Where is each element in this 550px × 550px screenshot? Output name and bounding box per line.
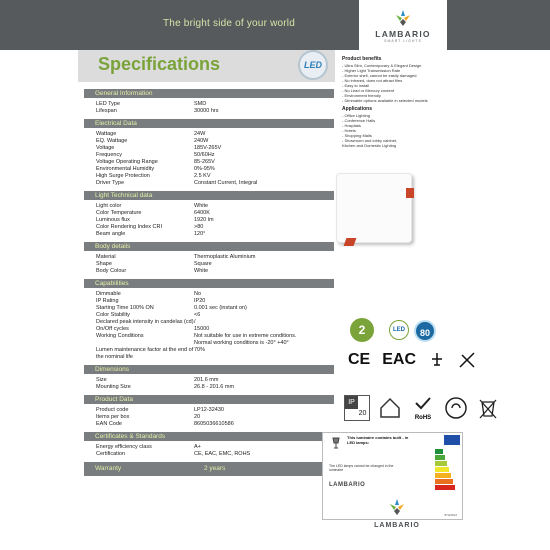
spec-value: <6 <box>194 312 201 318</box>
energy-label-brand: LAMBARIO <box>329 482 366 488</box>
lambario-logo-icon <box>392 8 414 28</box>
list-item: - Hospitals <box>342 123 361 128</box>
spec-value: 2.5 KV <box>194 173 211 179</box>
spec-row <box>84 305 334 312</box>
spec-key <box>84 340 194 347</box>
spec-key: Declared peak intensity in candelas (cd) <box>96 319 194 325</box>
rohs-label: RoHS <box>414 414 432 421</box>
spec-key: Size <box>96 377 107 383</box>
applications-title: Applications <box>342 106 373 112</box>
spec-row <box>84 333 334 340</box>
list-item: - Exterior shell, cannot be easily damaged <box>342 73 417 78</box>
spec-row <box>84 166 334 173</box>
brand-name: LAMBARIO <box>375 29 431 39</box>
spec-value: 24W <box>194 131 206 137</box>
footer-logo <box>367 497 427 529</box>
ip-label: IP <box>345 396 358 409</box>
section-header: Certificates & Standards <box>84 432 334 441</box>
spec-key: Starting Time 100% ON <box>96 305 154 311</box>
led-badge: LED <box>298 50 328 80</box>
spec-key: Items per box <box>96 414 130 420</box>
spec-row <box>84 268 334 275</box>
lamp-icon <box>331 437 341 449</box>
spec-key: High Surge Protection <box>96 173 150 179</box>
spec-row <box>84 414 334 421</box>
indoor-use-icon <box>378 396 402 420</box>
spec-value <box>194 354 334 361</box>
spec-value: CE, EAC, EMC, ROHS <box>194 451 251 457</box>
spec-value: 50/60Hz <box>194 152 215 158</box>
ip-rating-icon <box>344 395 370 421</box>
spec-value: 185V-265V <box>194 145 222 151</box>
eac-mark-icon: EAC <box>382 351 417 368</box>
section-header: Body details <box>84 242 334 251</box>
spec-value: LP12-32430 <box>194 407 224 413</box>
spec-sections <box>84 89 334 462</box>
spec-key: Voltage <box>96 145 115 151</box>
spec-value: 30000 hrs <box>194 108 219 114</box>
spec-row <box>84 180 334 187</box>
spec-key: Certification <box>96 451 126 457</box>
spec-key: Environmental Humidity <box>96 166 155 172</box>
spec-row <box>84 108 334 115</box>
spec-value: Square <box>194 261 212 267</box>
spec-key: Frequency <box>96 152 122 158</box>
list-item: - Showroom and lobby cabinet, <box>342 138 398 143</box>
spec-key: Color Temperature <box>96 210 142 216</box>
benefits-list <box>342 63 542 103</box>
spec-key: EQ. Wattage <box>96 138 128 144</box>
spec-key: Wattage <box>96 131 117 137</box>
spec-value: White <box>194 268 209 274</box>
benefits-panel <box>342 56 542 148</box>
spec-value: 1920 lm <box>194 217 214 223</box>
spec-value: Normal working conditions is -20° +40° <box>194 340 289 346</box>
energy-label-note: The LED lamps cannot be changed in the luminaire <box>329 464 394 472</box>
energy-class-bar <box>435 485 455 490</box>
energy-class-bar <box>435 455 445 460</box>
spec-value: No <box>194 291 202 297</box>
spec-row <box>84 101 334 108</box>
list-item: - Conference Halls <box>342 118 376 123</box>
compliance-icons <box>344 395 500 421</box>
spec-row <box>84 451 334 458</box>
spec-row <box>84 261 334 268</box>
list-item: - Ultra Slim, Contemporary & Elegant Design <box>342 63 422 68</box>
spec-key: Voltage Operating Range <box>96 159 158 165</box>
eu-flag-icon <box>444 435 460 445</box>
spec-key: Lifespan <box>96 108 117 114</box>
spec-row <box>84 145 334 152</box>
warranty-value: 2 years <box>204 465 226 472</box>
mounting-clip <box>406 188 414 198</box>
spec-table <box>84 89 334 476</box>
list-item: - Office Lighting <box>342 113 370 118</box>
rohs-icon <box>410 396 436 421</box>
ip-value: 20 <box>358 410 367 417</box>
list-item: - Shopping Malls <box>342 133 372 138</box>
recycling-icon <box>444 396 468 420</box>
spec-row <box>84 340 334 347</box>
brand-subtitle: SMART LIGHTS <box>384 39 422 43</box>
spec-key: Energy efficiency class <box>96 444 152 450</box>
spec-value: 70% <box>194 347 206 353</box>
spec-key: Lumen maintenance factor at the end of <box>96 347 194 353</box>
section-header: Product Data <box>84 395 334 404</box>
spec-value: 201.6 mm <box>194 377 219 383</box>
spec-row <box>84 377 334 384</box>
section-header: Capabilities <box>84 279 334 288</box>
spec-row <box>84 319 334 326</box>
spec-row <box>84 210 334 217</box>
list-item: - Dimmable options available in selected models <box>342 98 428 103</box>
spec-key: the nominal life <box>96 354 133 360</box>
spec-key: Light color <box>96 203 122 209</box>
spec-row <box>84 421 334 428</box>
energy-class-bars <box>435 449 455 491</box>
spec-value: 8605036610586 <box>194 421 234 427</box>
spec-key: Material <box>96 254 116 260</box>
energy-class-bar <box>435 461 447 466</box>
spec-row <box>84 326 334 333</box>
page-title: Specifications <box>98 54 221 74</box>
benefits-title: Product benefits <box>342 56 382 62</box>
spec-row <box>84 224 334 231</box>
list-item: - Hotels <box>342 128 356 133</box>
spec-key: Body Colour <box>96 268 127 274</box>
spec-row <box>84 203 334 210</box>
warranty-years-icon: 2 <box>350 318 374 342</box>
energy-class-bar <box>435 473 451 478</box>
checkmark-icon <box>414 396 432 410</box>
section-header: General Information <box>84 89 334 98</box>
energy-label-date: 874/2012 <box>444 513 457 517</box>
class-ii-icon <box>428 351 446 369</box>
list-item: - Higher Light Transmission Rate <box>342 68 401 73</box>
spec-key: Color Rendering Index CRI <box>96 224 163 230</box>
section-header: Dimensions <box>84 365 334 374</box>
energy-label-text: This luminaire contains built - in LED lamps: <box>347 435 409 445</box>
spec-row <box>84 291 334 298</box>
spec-row <box>84 231 334 238</box>
spec-row <box>84 384 334 391</box>
spec-key: Driver Type <box>96 180 125 186</box>
spec-row <box>84 217 334 224</box>
spec-value: Constant Current, Integral <box>194 180 258 186</box>
spec-key: LED Type <box>96 101 121 107</box>
spec-value: 85-265V <box>194 159 215 165</box>
spec-value: 240W <box>194 138 209 144</box>
spec-value: 20 <box>194 414 201 420</box>
spec-value: 15000 <box>194 326 210 332</box>
spec-value: SMD <box>194 101 207 107</box>
weee-bin-icon <box>476 396 500 420</box>
spec-row <box>84 254 334 261</box>
list-item: - Environment friendly <box>342 93 381 98</box>
spec-row <box>84 354 334 361</box>
spec-value: White <box>194 203 209 209</box>
spec-row <box>84 159 334 166</box>
spec-value: 26.8 - 201.6 mm <box>194 384 235 390</box>
list-item: Kitchen and Domestic Lighting <box>342 143 397 148</box>
mounting-clip <box>344 238 357 246</box>
spec-key: Shape <box>96 261 112 267</box>
energy-class-bar <box>435 479 453 484</box>
spec-key: Product code <box>96 407 129 413</box>
led-icon: LED <box>389 320 409 340</box>
list-item: - No infrared, does not attract flies <box>342 78 403 83</box>
energy-class-bar <box>435 467 449 472</box>
lambario-logo-icon <box>386 497 408 517</box>
spec-value: 0.001 sec (instant on) <box>194 305 247 311</box>
spec-row <box>84 173 334 180</box>
spec-row <box>84 138 334 145</box>
spec-key: IP Rating <box>96 298 119 304</box>
spec-key: Mounting Size <box>96 384 131 390</box>
spec-value: / <box>194 319 196 325</box>
spec-value: 120° <box>194 231 206 237</box>
panel-face <box>336 173 412 243</box>
warranty-label: Warranty <box>95 465 122 472</box>
spec-key: Beam angle <box>96 231 126 237</box>
spec-value: A+ <box>194 444 201 450</box>
brand-logo <box>359 0 447 50</box>
applications-list <box>342 113 542 148</box>
spec-key: Working Conditions <box>96 333 144 339</box>
ce-mark-icon: CE <box>348 351 371 368</box>
spec-key: Luminous flux <box>96 217 130 223</box>
spec-row <box>84 347 334 354</box>
spec-key: EAN Code <box>96 421 122 427</box>
spec-row <box>84 407 334 414</box>
spec-row <box>84 298 334 305</box>
spec-value: 0%-95% <box>194 166 215 172</box>
list-item: - No Lead or Mercury content <box>342 88 395 93</box>
product-image <box>336 173 414 241</box>
spec-row <box>84 312 334 319</box>
spec-value: 6400K <box>194 210 210 216</box>
list-item: - Easy to install <box>342 83 370 88</box>
tagline: The bright side of your world <box>163 18 295 29</box>
certification-marks <box>348 351 476 369</box>
footer-brand: LAMBARIO <box>374 522 420 529</box>
spec-key: On/Off cycles <box>96 326 129 332</box>
spec-row <box>84 131 334 138</box>
warranty-row <box>84 462 334 476</box>
section-header: Electrical Data <box>84 119 334 128</box>
section-header: Light Technical data <box>84 191 334 200</box>
spec-value: Thermoplastic Aluminium <box>194 254 256 260</box>
spec-value: >80 <box>194 224 204 230</box>
spec-row <box>84 444 334 451</box>
spec-value: IP20 <box>194 298 206 304</box>
spec-key: Color Stability <box>96 312 130 318</box>
energy-class-bar <box>435 449 443 454</box>
spec-key: Dimmable <box>96 291 121 297</box>
double-insulation-icon <box>458 351 476 369</box>
spec-value: Not suitable for use in extreme conditions. <box>194 333 297 339</box>
spec-row <box>84 152 334 159</box>
cri-icon: 80 <box>414 320 436 342</box>
